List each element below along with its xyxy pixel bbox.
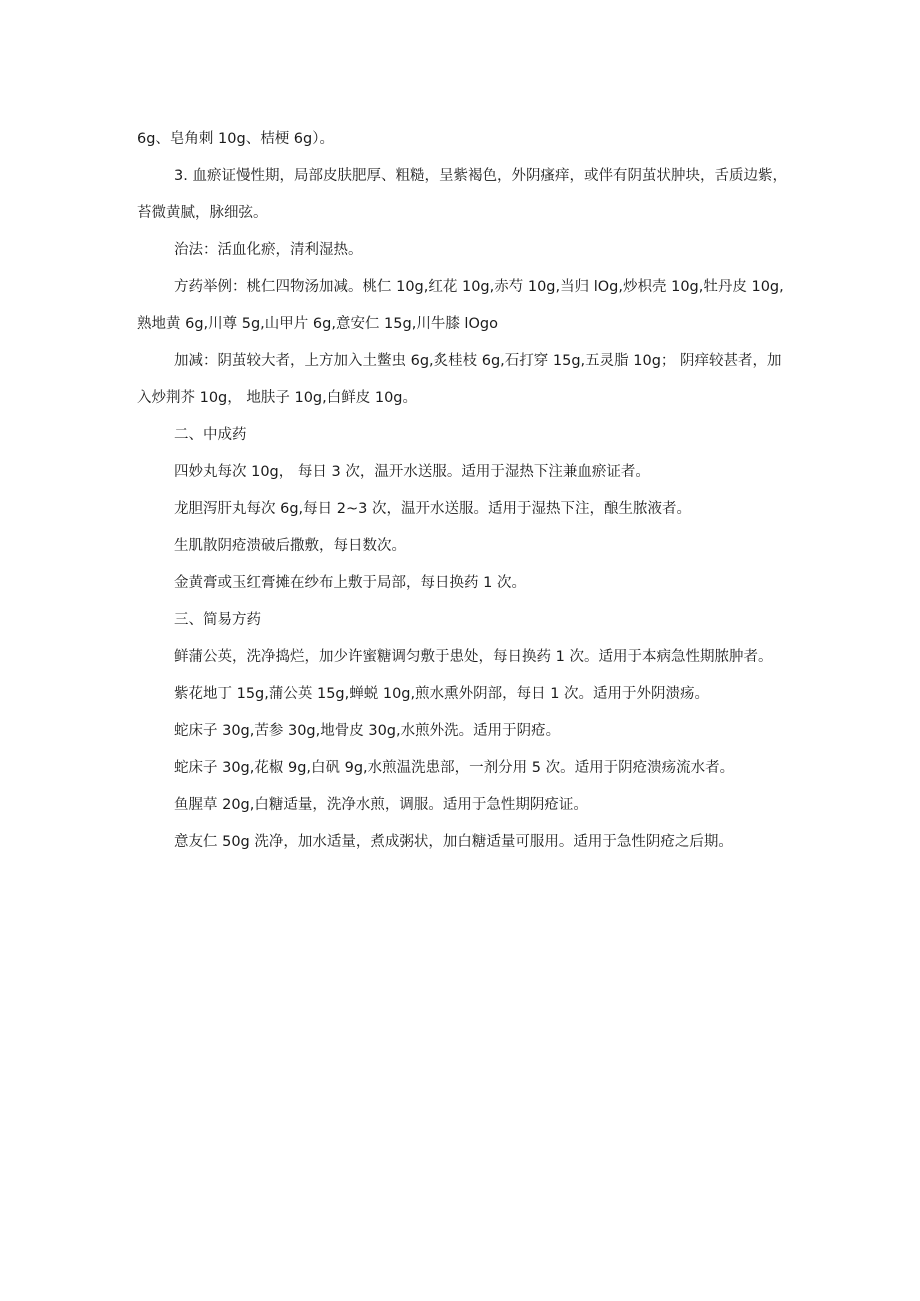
paragraph-blood-stasis-syndrome: 3. 血瘀证慢性期，局部皮肤肥厚、粗糙，呈紫褐色，外阴瘙痒，或伴有阴茧状肿块，舌质边紫，苔微黄腻，脉细弦。 [137,168,787,221]
paragraph-longdan-pill: 龙胆泻肝丸每次 6g,每日 2~3 次，温开水送服。适用于湿热下注，酿生脓液者。 [174,501,691,517]
paragraph-viola-remedy: 紫花地丁 15g,蒲公英 15g,蝉蜕 10g,煎水熏外阴部，每日 1 次。适用于外阴溃疡。 [174,686,710,702]
paragraph-formula-continuation: 6g、皂角刺 10g、桔梗 6g）。 [137,131,334,147]
paragraph-shengji-powder: 生肌散阴疮溃破后撒敷，每日数次。 [174,538,406,554]
paragraph-dandelion-remedy: 鲜蒲公英，洗净捣烂，加少许蜜糖调匀敷于患处，每日换药 1 次。适用于本病急性期脓肿者。 [174,649,773,665]
paragraph-cnidium-wash: 蛇床子 30g,苦参 30g,地骨皮 30g,水煎外洗。适用于阴疮。 [174,723,561,739]
paragraph-treatment-method: 治法：活血化瘀，清利湿热。 [174,242,363,258]
paragraph-cnidium-pepper-wash: 蛇床子 30g,花椒 9g,白矾 9g,水煎温洗患部，一剂分用 5 次。适用于阴疮溃疡流水者。 [174,760,735,776]
document-body [137,121,787,861]
paragraph-houttuynia-remedy: 鱼腥草 20g,白糖适量，洗净水煎，调服。适用于急性期阴疮证。 [174,797,588,813]
section-heading-simple-remedies: 三、简易方药 [174,612,261,628]
section-heading-patent-medicines: 二、中成药 [174,427,247,443]
paragraph-simiao-pill: 四妙丸每次 10g， 每日 3 次，温开水送服。适用于湿热下注兼血瘀证者。 [174,464,650,480]
paragraph-coix-porridge: 意友仁 50g 洗净，加水适量，煮成粥状，加白糖适量可服用。适用于急性阴疮之后期。 [174,834,733,850]
paragraph-jinhuang-ointment: 金黄膏或玉红膏摊在纱布上敷于局部，每日换药 1 次。 [174,575,526,591]
paragraph-modifications: 加减：阴茧较大者，上方加入土鳖虫 6g,炙桂枝 6g,石打穿 15g,五灵脂 10g； 阴痒较甚者，加入炒荆芥 10g， 地肤子 10g,白鲜皮 10g。 [137,353,782,406]
paragraph-prescription-example: 方药举例：桃仁四物汤加减。桃仁 10g,红花 10g,赤芍 10g,当归 lOg,炒枳壳 10g,牡丹皮 10g,熟地黄 6g,川尊 5g,山甲片 6g,意安仁 15g,川牛膝 lOgo [137,279,784,332]
